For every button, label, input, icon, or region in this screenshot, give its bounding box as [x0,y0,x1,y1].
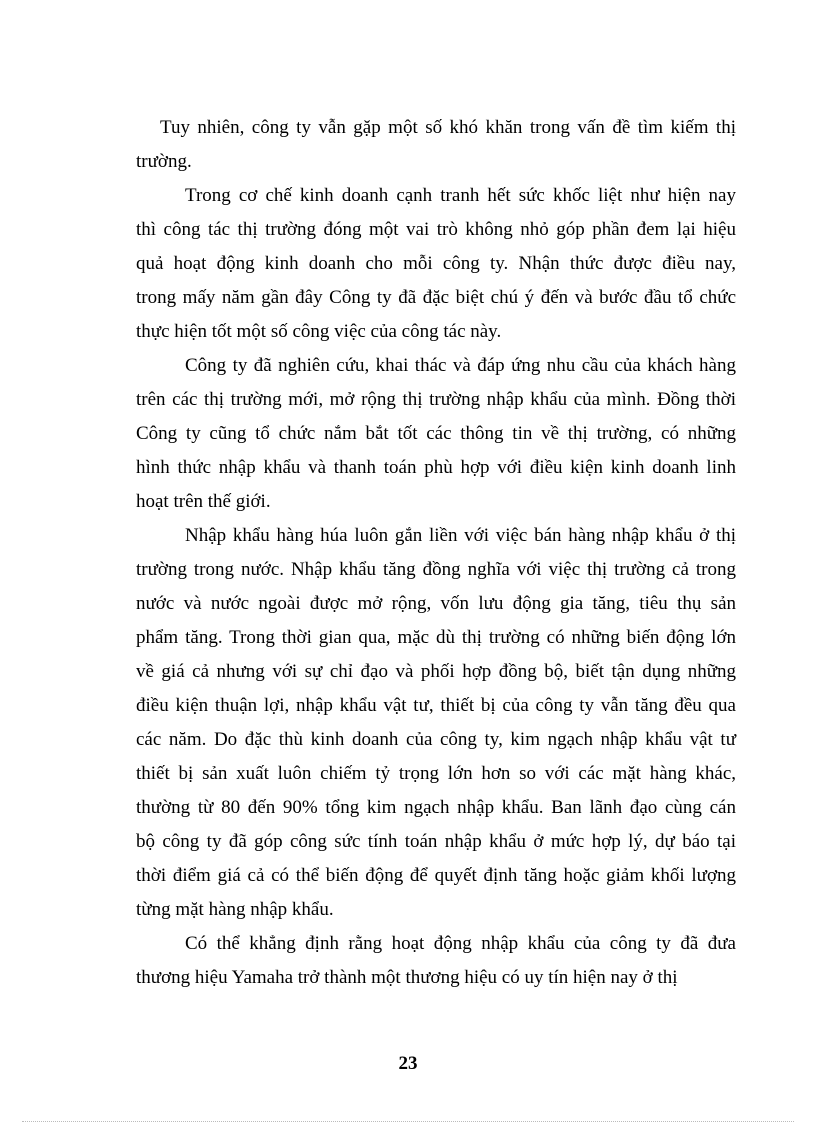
text-line: trên các thị trường mới, mở rộng thị trường nhập khẩu của mình. Đồng thời [136,389,736,410]
text-line: Trong cơ chế kinh doanh cạnh tranh hết sức khốc liệt như hiện nay [185,185,736,206]
text-line: về giá cả nhưng với sự chỉ đạo và phối hợp đồng bộ, biết tận dụng những [136,661,736,682]
text-line: Tuy nhiên, công ty vẫn gặp một số khó khăn trong vấn đề tìm kiếm thị [160,117,736,138]
text-line: thì công tác thị trường đóng một vai trò không nhỏ góp phần đem lại hiệu [136,219,736,240]
text-line: Công ty đã nghiên cứu, khai thác và đáp ứng nhu cầu của khách hàng [185,355,736,376]
text-line: Nhập khẩu hàng húa luôn gắn liền với việc bán hàng nhập khẩu ở thị [185,525,736,546]
text-line: hình thức nhập khẩu và thanh toán phù hợp với điều kiện kinh doanh linh [136,457,736,478]
text-line: thương hiệu Yamaha trở thành một thương hiệu có uy tín hiện nay ở thị [136,967,678,988]
text-line: Có thể khẳng định rằng hoạt động nhập khẩu của công ty đã đưa [185,933,736,954]
text-line: thường từ 80 đến 90% tổng kim ngạch nhập khẩu. Ban lãnh đạo cùng cán [136,797,736,818]
text-line: trường trong nước. Nhập khẩu tăng đồng nghĩa với việc thị trường cả trong [136,559,736,580]
text-line: thực hiện tốt một số công việc của công tác này. [136,321,502,342]
text-line: điều kiện thuận lợi, nhập khẩu vật tư, thiết bị của công ty vẫn tăng đều qua [136,695,736,716]
text-line: nước và nước ngoài được mở rộng, vốn lưu động gia tăng, tiêu thụ sản [136,593,736,614]
text-line: phẩm tăng. Trong thời gian qua, mặc dù thị trường có những biến động lớn [136,627,736,648]
text-line: trong mấy năm gần đây Công ty đã đặc biệt chú ý đến và bước đầu tổ chức [136,287,736,308]
text-line: quả hoạt động kinh doanh cho mỗi công ty. Nhận thức được điều nay, [136,253,736,274]
page-bottom-rule [22,1121,794,1122]
text-line: thiết bị sản xuất luôn chiếm tỷ trọng lớn hơn so với các mặt hàng khác, [136,763,736,784]
text-line: thời điểm giá cả có thể biến động để quyết định tăng hoặc giảm khối lượng [136,865,736,886]
text-line: Công ty cũng tổ chức nắm bắt tốt các thông tin về thị trường, có những [136,423,736,444]
text-line: hoạt trên thế giới. [136,491,271,512]
page-number: 23 [398,1053,418,1074]
text-line: từng mặt hàng nhập khẩu. [136,899,334,920]
text-line: trường. [136,151,192,172]
text-line: các năm. Do đặc thù kinh doanh của công ty, kim ngạch nhập khẩu vật tư [136,729,736,750]
text-line: bộ công ty đã góp công sức tính toán nhập khẩu ở mức hợp lý, dự báo tại [136,831,736,852]
